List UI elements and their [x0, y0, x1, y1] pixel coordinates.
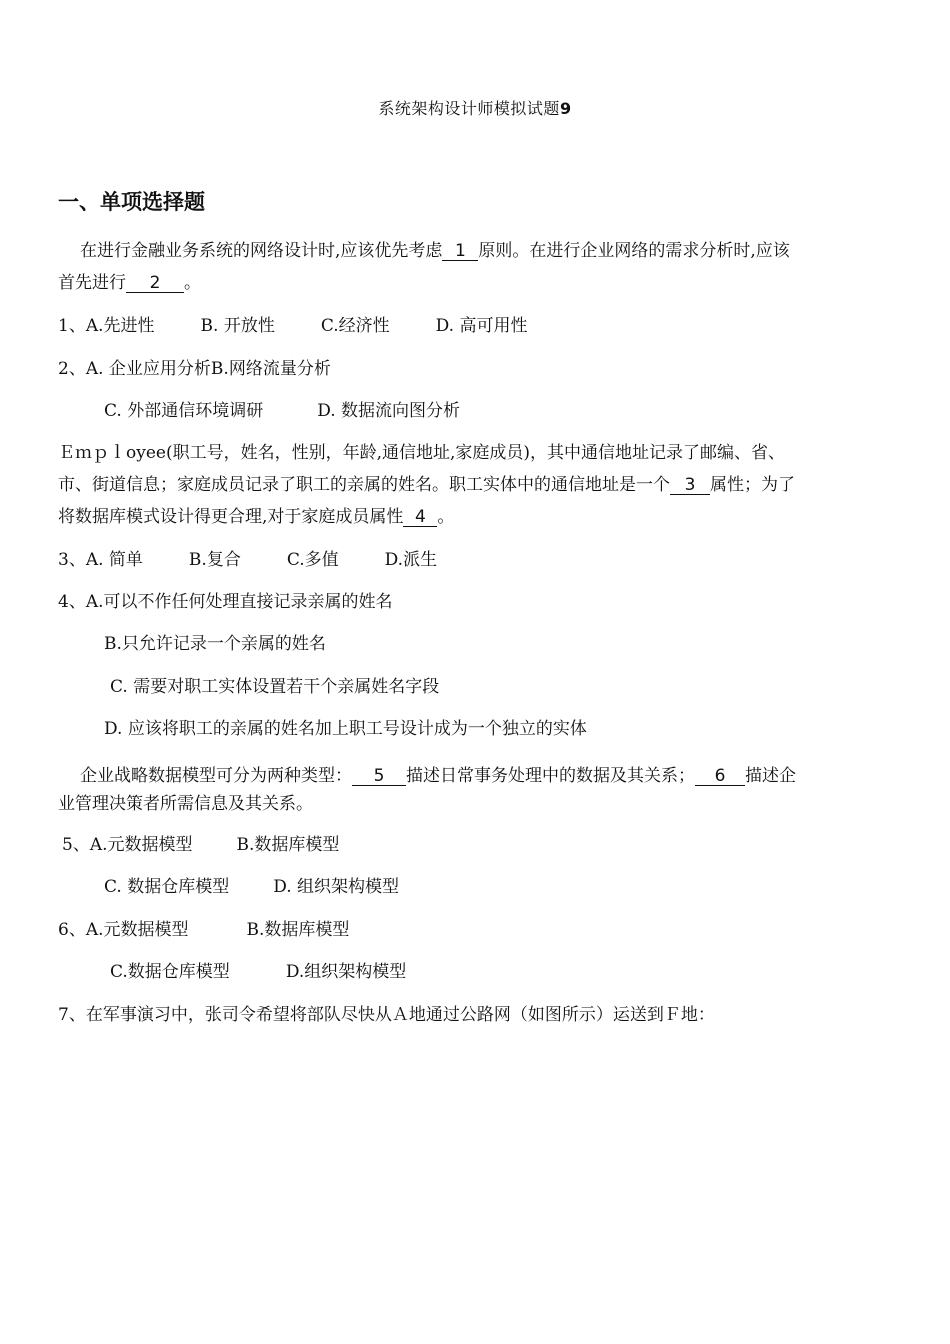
option-c: C.经济性 [320, 316, 390, 336]
option-b: B.网络流量分析 [210, 359, 331, 379]
question-4-option-d: D. 应该将职工的亲属的姓名加上职工号设计成为一个独立的实体 [104, 719, 587, 739]
question-5-options-row-1 [62, 830, 339, 855]
stem-text: 企业战略数据模型可分为两种类型： [80, 766, 352, 786]
question-number: 2、 [58, 359, 86, 379]
option-b: B.数据库模型 [236, 835, 340, 855]
option-b: B. 开放性 [200, 316, 275, 336]
stem-text: 市、街道信息；家庭成员记录了职工的亲属的姓名。职工实体中的通信地址是一个 [58, 475, 670, 495]
option-a: A. 企业应用分析 [85, 359, 211, 379]
question-stem-3-4-line-2 [58, 470, 795, 495]
question-6-options-row-2 [110, 957, 406, 982]
option-c: C. 数据仓库模型 [104, 877, 230, 897]
option-b: B.复合 [188, 550, 241, 570]
option-d: D.派生 [384, 550, 438, 570]
question-5-options-row-2 [104, 872, 399, 897]
stem-text: 描述企 [745, 766, 796, 786]
option-d: D. 组织架构模型 [273, 877, 400, 897]
question-stem-1-2-line-1 [80, 236, 790, 261]
stem-text: 描述日常事务处理中的数据及其关系； [406, 766, 695, 786]
question-stem-5-6-line-1 [80, 761, 796, 786]
question-stem-1-2-line-2 [58, 268, 201, 293]
option-d: D. 数据流向图分析 [317, 401, 461, 421]
document-title [0, 96, 950, 119]
option-a: A.元数据模型 [89, 835, 193, 855]
question-number: 5、 [62, 835, 90, 855]
question-stem-3-4-line-1: Ｅｍｐｌoyee(职工号，姓名，性别，年龄,通信地址,家庭成员)，其中通信地址记录了邮编、省、 [58, 443, 786, 463]
option-a: A.可以不作任何处理直接记录亲属的姓名 [85, 592, 393, 612]
answer-blank-6: 6 [695, 768, 745, 786]
question-4-option-a [58, 587, 393, 612]
title-number: 9 [559, 99, 572, 118]
option-c: C.数据仓库模型 [110, 962, 230, 982]
question-stem-3-4-line-3 [58, 502, 454, 527]
stem-text: 首先进行 [58, 273, 126, 293]
stem-text: 将数据库模式设计得更合理,对于家庭成员属性 [58, 507, 404, 527]
question-4-option-c: C. 需要对职工实体设置若干个亲属姓名字段 [110, 677, 440, 697]
option-c: C. 外部通信环境调研 [104, 401, 264, 421]
option-b: B.数据库模型 [246, 920, 350, 940]
option-d: D. 高可用性 [435, 316, 528, 336]
question-6-options-row-1 [58, 915, 349, 940]
answer-blank-1: 1 [442, 243, 478, 261]
option-a: A.先进性 [85, 316, 155, 336]
question-stem-5-6-line-2: 业管理决策者所需信息及其关系。 [58, 794, 313, 814]
stem-text: 。 [437, 507, 455, 527]
answer-blank-3: 3 [670, 477, 710, 495]
question-7-stem: 7、在军事演习中，张司令希望将部队尽快从Ａ地通过公路网（如图所示）运送到Ｆ地： [58, 1005, 715, 1025]
answer-blank-2: 2 [126, 275, 184, 293]
stem-text: 。 [184, 273, 201, 293]
question-number: 3、 [58, 550, 86, 570]
question-2-options-row-1 [58, 354, 331, 379]
stem-text: 原则。在进行企业网络的需求分析时,应该 [478, 241, 790, 261]
answer-blank-4: 4 [403, 509, 437, 527]
title-text: 系统架构设计师模拟试题 [378, 99, 560, 118]
option-a: A. 简单 [85, 550, 143, 570]
question-number: 4、 [58, 592, 86, 612]
question-number: 6、 [58, 920, 86, 940]
stem-text: 属性；为了 [710, 475, 795, 495]
question-1-options [58, 311, 527, 336]
question-2-options-row-2 [104, 396, 460, 421]
section-heading: 一、单项选择题 [58, 190, 205, 214]
question-4-option-b: B.只允许记录一个亲属的姓名 [104, 634, 326, 654]
question-3-options [58, 545, 437, 570]
option-a: A.元数据模型 [85, 920, 189, 940]
answer-blank-5: 5 [352, 768, 406, 786]
stem-text: 在进行金融业务系统的网络设计时,应该优先考虑 [80, 241, 443, 261]
option-c: C.多值 [286, 550, 339, 570]
question-number: 1、 [58, 316, 86, 336]
option-d: D.组织架构模型 [285, 962, 407, 982]
